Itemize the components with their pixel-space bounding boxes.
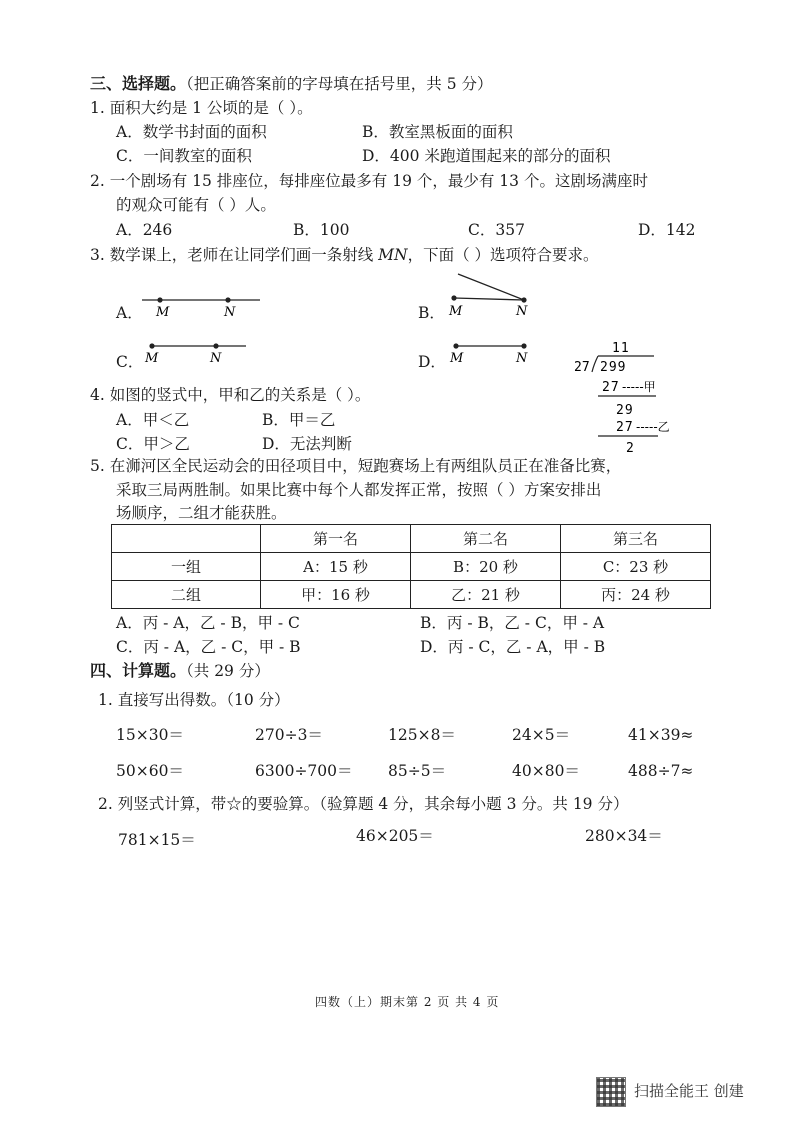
q3-b-label-m: M [449,304,463,319]
table-cell: A：15 秒 [261,553,411,581]
q2-line-1: 2. 一个剧场有 15 排座位，每排座位最多有 19 个，最少有 13 个。这剧场满座时 [90,172,648,190]
q3-option-d-label: D． [418,353,446,371]
division-label-jia: -----甲 [622,380,656,394]
table-header-row [112,525,711,553]
q3-figure-a [140,290,265,320]
calc-item: 41×39≈ [628,726,694,744]
q2-option-a: A．246 [116,221,173,239]
q1-option-b: B．教室黑板面的面积 [362,123,513,141]
q3-c-label-n: N [210,351,222,366]
vertical-calc-item: 280×34＝ [585,827,663,845]
calc-item: 488÷7≈ [628,762,694,780]
scanner-watermark: 扫描全能王 创建 [634,1082,744,1100]
table-row [112,581,711,609]
calc-item: 15×30＝ [116,726,184,744]
calc-item: 270÷3＝ [255,726,323,744]
section-3-title: 三、选择题。 [90,74,187,93]
table-cell: 甲：16 秒 [261,581,411,609]
calc-item: 40×80＝ [512,762,580,780]
part-1-title: 1. 直接写出得数。（10 分） [98,691,290,709]
q3-b-slanted-line [458,274,524,300]
division-divisor: 27 [574,360,590,375]
section-4-heading [90,661,270,681]
q1-option-d: D．400 米跑道围起来的部分的面积 [362,147,611,165]
vertical-calc-item: 781×15＝ [118,831,196,849]
q3-d-label-m: M [450,351,464,366]
section-4-note: （共 29 分） [186,662,270,680]
q3-b-segment [454,298,524,300]
q3-stem-post: ，下面（ ）选项符合要求。 [407,246,599,264]
section-3-note: （把正确答案前的字母填在括号里，共 5 分） [186,75,493,93]
q3-figure-d [446,336,536,366]
q5-line-1: 5. 在浉河区全民运动会的田径项目中，短跑赛场上有两组队员正在准备比赛， [90,457,622,475]
q5-option-b: B．丙 - B，乙 - C，甲 - A [420,614,605,632]
q3-a-label-m: M [156,305,170,320]
q5-option-c: C．丙 - A，乙 - C，甲 - B [116,638,301,656]
q2-option-c: C．357 [468,221,525,239]
division-remainder-1: 29 [616,403,634,418]
calc-item: 125×8＝ [388,726,456,744]
division-step-2: 27 [616,420,634,435]
calc-item: 50×60＝ [116,762,184,780]
q2-option-b: B．100 [293,221,350,239]
page-footer: 四数（上）期末第 2 页 共 4 页 [315,995,500,1009]
race-results-table [111,524,711,609]
table-header-cell: 第二名 [411,525,561,553]
q3-option-a-label: A． [116,304,143,322]
part-2-title: 2. 列竖式计算，带☆的要验算。（验算题 4 分，其余每小题 3 分。共 19 分） [98,795,629,813]
q4-option-c: C．甲＞乙 [116,435,190,453]
q3-b-point-n [521,297,526,302]
calc-item: 24×5＝ [512,726,571,744]
q4-option-d: D．无法判断 [262,435,352,453]
table-cell: B：20 秒 [411,553,561,581]
vertical-calc-item: 46×205＝ [356,827,434,845]
q3-option-c-label: C． [116,353,144,371]
q5-option-a: A．丙 - A，乙 - B，甲 - C [116,614,300,632]
q5-option-d: D．丙 - C，乙 - A，甲 - B [420,638,606,656]
calc-item: 85÷5＝ [388,762,447,780]
table-cell-group: 一组 [112,553,261,581]
division-bracket [592,356,598,372]
q3-a-label-n: N [224,305,236,320]
q1-stem: 1. 面积大约是 1 公顷的是（ ）。 [90,99,313,117]
q2-line-2: 的观众可能有（ ）人。 [116,196,276,214]
q3-c-point-m [149,343,154,348]
q3-c-label-m: M [145,351,159,366]
q2-option-d: D．142 [638,221,696,239]
q4-option-b: B．甲＝乙 [262,411,336,429]
q3-b-label-n: N [516,304,528,319]
q3-c-point-n [213,343,218,348]
q3-a-point-m [157,297,162,302]
q4-option-a: A．甲＜乙 [116,411,190,429]
table-row [112,553,711,581]
q3-d-label-n: N [516,351,528,366]
table-header-cell: 第三名 [561,525,711,553]
table-cell-group: 二组 [112,581,261,609]
q3-stem-var: MN [378,246,408,264]
section-4-title: 四、计算题。 [90,661,187,680]
q4-long-division [568,338,698,456]
qr-code-icon [596,1077,626,1107]
division-quotient: 11 [612,341,630,356]
table-cell: C：23 秒 [561,553,711,581]
table-cell: 丙：24 秒 [561,581,711,609]
q1-option-a: A．数学书封面的面积 [116,123,267,141]
q3-b-point-m [451,295,456,300]
q3-a-point-n [225,297,230,302]
q4-stem: 4. 如图的竖式中，甲和乙的关系是（ ）。 [90,386,371,404]
division-dividend: 299 [600,360,627,375]
table-cell: 乙：21 秒 [411,581,561,609]
table-header-cell: 第一名 [261,525,411,553]
division-label-yi: -----乙 [636,420,670,434]
q3-figure-c [142,336,252,366]
q5-line-2: 采取三局两胜制。如果比赛中每个人都发挥正常，按照（ ）方案安排出 [116,481,602,499]
calc-item: 6300÷700＝ [255,762,353,780]
q3-d-point-n [521,343,526,348]
q3-stem [90,245,599,265]
division-step-1: 27 [602,380,620,395]
q3-d-point-m [453,343,458,348]
q1-option-c: C．一间教室的面积 [116,147,252,165]
division-remainder: 2 [626,441,634,456]
table-header-cell [112,525,261,553]
q3-stem-pre: 3. 数学课上，老师在让同学们画一条射线 [90,246,379,264]
section-3-heading [90,74,492,94]
q5-line-3: 场顺序，二组才能获胜。 [116,504,287,522]
q3-figure-b [446,270,536,320]
q3-option-b-label: B． [418,304,445,322]
